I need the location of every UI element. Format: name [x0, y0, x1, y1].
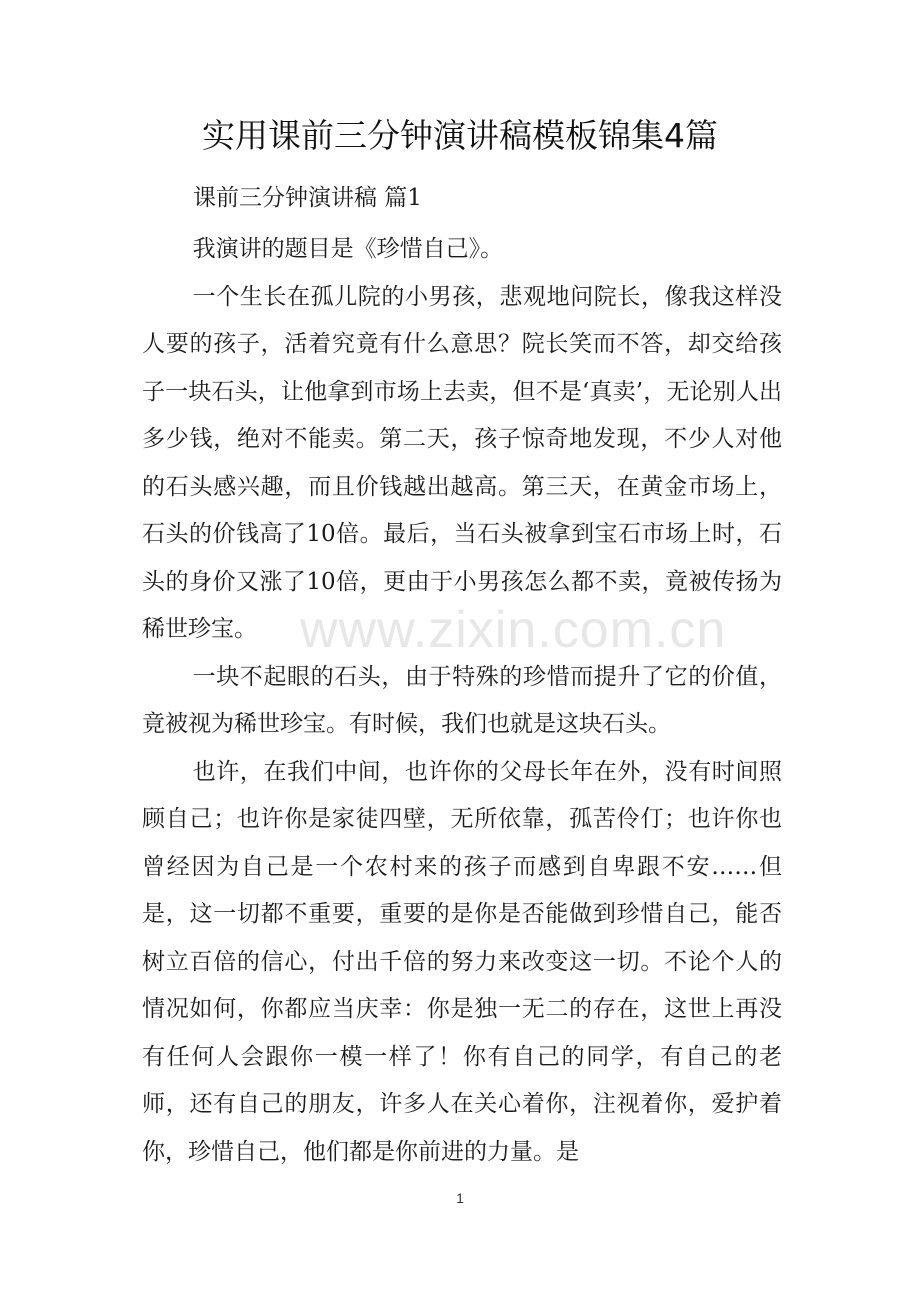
- paragraph-3: 一块不起眼的石头，由于特殊的珍惜而提升了它的价值，竟被视为稀世珍宝。有时候，我们也就是这块石头。: [142, 663, 782, 737]
- page-number: 1: [456, 1190, 464, 1206]
- document-body: [142, 226, 782, 1176]
- paragraph-1: 我演讲的题目是《珍惜自己》。: [192, 236, 504, 262]
- document-title: 实用课前三分钟演讲稿模板锦集4篇: [202, 116, 718, 155]
- paragraph-4: 也许，在我们中间，也许你的父母长年在外，没有时间照顾自己；也许你是家徒四壁，无所依靠，孤苦伶仃；也许你也曾经因为自己是一个农村来的孩子而感到自卑跟不安……但是，这一切都不重要，重要的是你是否能做到珍惜自己，能否树立百倍的信心，付出千倍的努力来改变这一切。不论个人的情况如何，你都应当庆幸：你是独一无二的存在，这世上再没有任何人会跟你一模一样了！你有自己的同学，有自己的老师，还有自己的朋友，许多人在关心着你，注视着你，爱护着你，珍惜自己，他们都是你前进的力量。是: [142, 758, 782, 1165]
- watermark: www.zixin.com.cn: [300, 601, 727, 659]
- paragraph-2: 一个生长在孤儿院的小男孩，悲观地问院长，像我这样没人要的孩子，活着究竟有什么意思？院长笑而不答，却交给孩子一块石头，让他拿到市场上去卖，但不是‘真卖’，无论别人出多少钱，绝对不能卖。第二天，孩子惊奇地发现，不少人对他的石头感兴趣，而且价钱越出越高。第三天，在黄金市场上，石头的价钱高了10倍。最后，当石头被拿到宝石市场上时，石头的身价又涨了10倍，更由于小男孩怎么都不卖，竟被传扬为稀世珍宝。: [142, 283, 782, 642]
- section-heading: 课前三分钟演讲稿 篇1: [193, 185, 422, 211]
